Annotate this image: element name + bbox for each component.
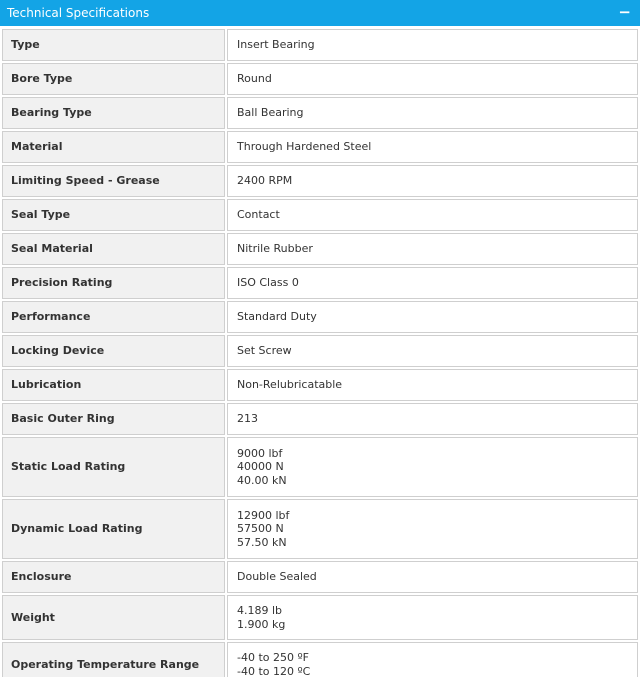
spec-value: [227, 267, 638, 299]
spec-row: [2, 369, 638, 401]
spec-value: [227, 403, 638, 435]
spec-value-line: 57.50 kN: [237, 535, 287, 549]
spec-value-line: Ball Bearing: [237, 106, 304, 120]
spec-value-line: ISO Class 0: [237, 276, 299, 290]
spec-label: Seal Material: [2, 233, 225, 265]
spec-row: [2, 301, 638, 333]
spec-label: Bore Type: [2, 63, 225, 95]
spec-label: Lubrication: [2, 369, 225, 401]
spec-label: Enclosure: [2, 561, 225, 593]
collapse-icon[interactable]: −: [618, 2, 631, 21]
spec-value: [227, 301, 638, 333]
spec-value-line: 2400 RPM: [237, 174, 293, 188]
spec-row: [2, 595, 638, 640]
spec-row: [2, 199, 638, 231]
spec-row: [2, 561, 638, 593]
spec-value: [227, 199, 638, 231]
spec-label: Operating Temperature Range: [2, 642, 225, 677]
spec-label: Material: [2, 131, 225, 163]
spec-row: [2, 403, 638, 435]
spec-value-line: Round: [237, 72, 272, 86]
spec-value-line: Double Sealed: [237, 570, 317, 584]
spec-label: Weight: [2, 595, 225, 640]
spec-value: [227, 131, 638, 163]
spec-row: [2, 642, 638, 677]
specifications-table: [0, 27, 640, 677]
spec-value: [227, 165, 638, 197]
spec-value-line: 57500 N: [237, 522, 284, 536]
spec-value-line: 40.00 kN: [237, 473, 287, 487]
spec-value: [227, 595, 638, 640]
spec-row: [2, 97, 638, 129]
spec-label: Precision Rating: [2, 267, 225, 299]
spec-row: [2, 233, 638, 265]
spec-row: [2, 267, 638, 299]
spec-value: [227, 561, 638, 593]
spec-row: [2, 29, 638, 61]
spec-row: [2, 437, 638, 497]
spec-value-line: 213: [237, 412, 258, 426]
spec-value-line: Contact: [237, 208, 280, 222]
spec-value: [227, 63, 638, 95]
spec-label: Static Load Rating: [2, 437, 225, 497]
spec-label: Dynamic Load Rating: [2, 499, 225, 559]
spec-value-line: Insert Bearing: [237, 38, 315, 52]
spec-value-line: 1.900 kg: [237, 617, 286, 631]
spec-value-line: 40000 N: [237, 460, 284, 474]
spec-label: Basic Outer Ring: [2, 403, 225, 435]
spec-row: [2, 63, 638, 95]
spec-value: [227, 233, 638, 265]
spec-row: [2, 499, 638, 559]
spec-label: Performance: [2, 301, 225, 333]
spec-label: Locking Device: [2, 335, 225, 367]
spec-value: [227, 97, 638, 129]
spec-value: [227, 499, 638, 559]
panel-header[interactable]: [0, 0, 640, 26]
spec-row: [2, 335, 638, 367]
spec-value-line: Set Screw: [237, 344, 292, 358]
spec-value-line: -40 to 120 ºC: [237, 664, 311, 677]
spec-value-line: Standard Duty: [237, 310, 317, 324]
spec-value-line: Through Hardened Steel: [237, 140, 372, 154]
spec-value: [227, 335, 638, 367]
spec-row: [2, 165, 638, 197]
spec-value-line: 12900 lbf: [237, 508, 290, 522]
spec-label: Seal Type: [2, 199, 225, 231]
spec-value: [227, 369, 638, 401]
spec-value: [227, 29, 638, 61]
panel-title: Technical Specifications: [7, 6, 150, 20]
spec-value: [227, 437, 638, 497]
spec-label: Limiting Speed - Grease: [2, 165, 225, 197]
spec-label: Bearing Type: [2, 97, 225, 129]
spec-row: [2, 131, 638, 163]
spec-value-line: -40 to 250 ºF: [237, 651, 310, 664]
spec-value-line: 9000 lbf: [237, 446, 283, 460]
spec-value: [227, 642, 638, 677]
spec-value-line: Non-Relubricatable: [237, 378, 343, 392]
spec-label: Type: [2, 29, 225, 61]
spec-value-line: Nitrile Rubber: [237, 242, 313, 256]
spec-value-line: 4.189 lb: [237, 604, 283, 617]
